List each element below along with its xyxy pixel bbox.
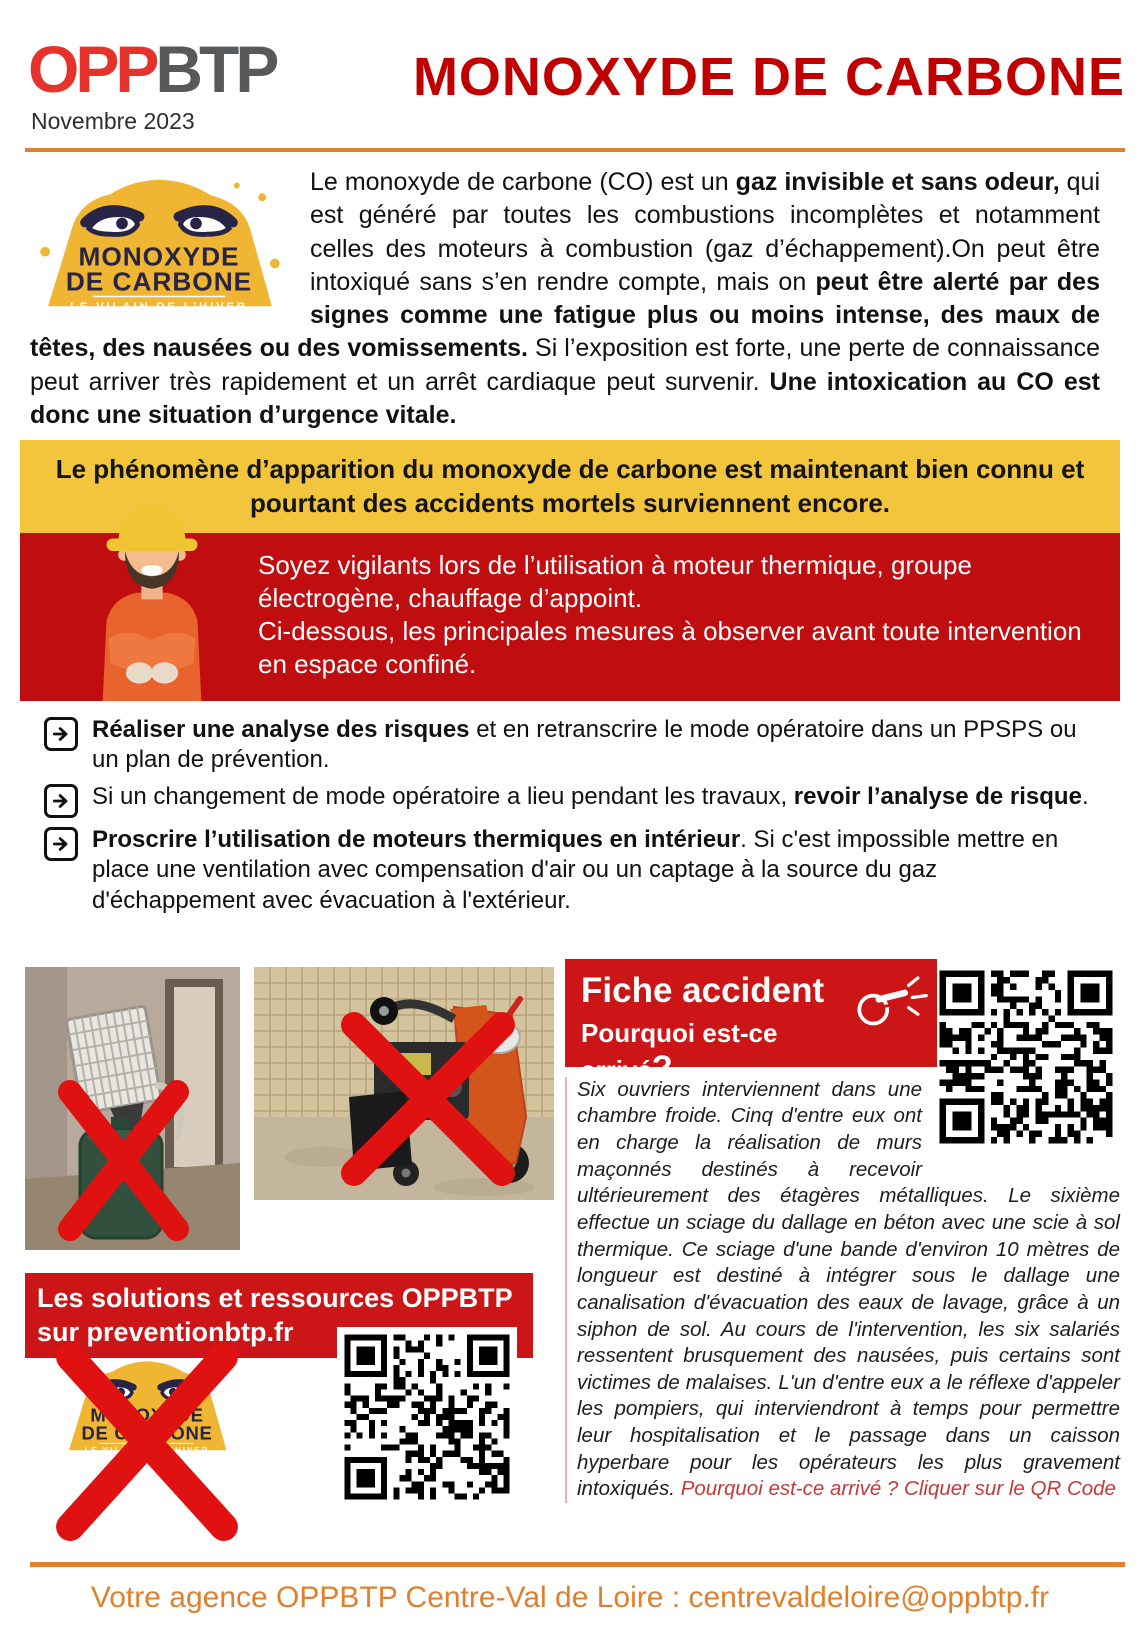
- arrow-right-icon: [44, 717, 78, 751]
- solutions-qr-code[interactable]: [337, 1327, 517, 1507]
- vigilance-line1: Soyez vigilants lors de l’utilisation à moteur thermique, groupe électrogène, chauffage d’appoint.: [258, 549, 972, 613]
- svg-text:DE CARBONE: DE CARBONE: [81, 1422, 213, 1444]
- red-cross-icon: [46, 1341, 248, 1543]
- intro-section: [0, 152, 1140, 432]
- measure-item: [44, 782, 1106, 818]
- accident-title: Fiche accident: [581, 970, 825, 1010]
- accident-card-header: [565, 959, 937, 1087]
- intro-paragraph: Le monoxyde de carbone (CO) est un gaz invisible et sans odeur, qui est généré par toutes les combustions incomplètes et notamment celles des moteurs à combustion (gaz d’échappement).On peut être intoxiqué sans s’en rendre compte, mais on peut être alerté par des signes comme une fatigue plus ou moins intense, des maux de têtes, des nausées ou des vomissements. Si l’exposition est forte, une perte de connaissance peut arriver très rapidement et un arrêt cardiaque peut survenir. Une intoxication au CO est donc une situation d’urgence vitale.: [30, 168, 1101, 429]
- footer: [0, 1562, 1140, 1646]
- measure-text: Proscrire l’utilisation de moteurs thermiques en intérieur. Si c'est impossible mettre en place une ventilation avec compensation d'air ou un captage à la source du gaz d'échappement avec évacuation à l'extérieur.: [92, 826, 1059, 914]
- accident-column: [557, 923, 1120, 1524]
- monoxyde-mascot-badge: [30, 168, 288, 314]
- vigilance-line2: Ci-dessous, les principales mesures à observer avant toute intervention en espace confiné.: [258, 616, 1082, 680]
- click-hand-icon: [851, 973, 929, 1035]
- worker-icon: [68, 493, 236, 701]
- media-section: [0, 923, 1140, 1524]
- footer-contact: Votre agence OPPBTP Centre-Val de Loire : centrevaldeloire@oppbtp.fr: [90, 1581, 1050, 1614]
- footer-divider: [30, 1562, 1125, 1567]
- left-column: [25, 923, 557, 1515]
- crossed-mascot-badge: [58, 1353, 236, 1503]
- mascot-name-line2: DE CARBONE: [65, 266, 253, 297]
- mascot-name-line1: MONOXYDE: [78, 241, 240, 272]
- forbidden-equipment-photos: [25, 967, 554, 1250]
- page-title: MONOXYDE DE CARBONE: [412, 47, 1125, 107]
- measure-item: [44, 825, 1106, 916]
- measures-list: [0, 701, 1140, 916]
- arrow-right-icon: [44, 784, 78, 818]
- accident-qr-code[interactable]: [932, 959, 1120, 1155]
- equipment-photo-gas-heater: [25, 967, 240, 1250]
- oppbtp-logo: [28, 32, 276, 106]
- header: [25, 0, 1125, 152]
- worker-illustration: [68, 493, 236, 701]
- measure-text: Si un changement de mode opératoire a lieu pendant les travaux, revoir l’analyse de risque.: [92, 783, 1089, 811]
- accident-subtitle: Pourquoi est-ce arrivé?: [581, 1017, 778, 1087]
- svg-text:LE VILAIN DE L’HIVER: LE VILAIN DE L’HIVER: [84, 1445, 210, 1455]
- mascot-badge-icon: [30, 168, 288, 314]
- key-message-banner: Le phénomène d’apparition du monoxyde de carbone est maintenant bien connu et pourtant des accidents mortels surviennent encore.: [20, 440, 1120, 533]
- svg-text:MONOXYDE: MONOXYDE: [90, 1404, 204, 1426]
- logo-opp: OPP: [28, 32, 156, 106]
- accident-story: Six ouvriers interviennent dans une chambre froide. Cinq d'entre eux ont en charge la réalisation de murs maçonnés destinés à recevoir ultérieurement des étagères métalliques. Le sixième effectue un sciage du dallage en béton avec une scie à sol thermique. Ce sciage d'une bande d'environ 10 mètres de longueur est destiné à intégrer sous le dallage une canalisation d'évacuation des eaux de lavage, grâce à un siphon de sol. Au cours de l'intervention, les six salariés ressentent brusquement des nausées, puis certains sont victimes de malaises. L'un d'entre eux a le réflexe d'appeler les pompiers, qui interviendront à temps pour permettre leur hospitalisation et le passage dans un caisson hyperbare pour les opérateurs les plus gravement intoxiqués. Pourquoi est-ce arrivé ? Cliquer sur le QR Code: [565, 1077, 1120, 1503]
- vigilance-band: [20, 533, 1120, 701]
- publication-date: Novembre 2023: [31, 108, 195, 134]
- logo-btp: BTP: [155, 32, 276, 106]
- measure-text: Réaliser une analyse des risques et en retranscrire le mode opératoire dans un PPSPS ou un plan de prévention.: [92, 715, 1077, 773]
- solutions-line1: Les solutions et ressources OPPBTP: [37, 1282, 513, 1313]
- mascot-tagline: LE VILAIN DE L’HIVER: [70, 301, 248, 314]
- equipment-photo-floor-saw: [254, 967, 554, 1200]
- solutions-line2: sur preventionbtp.fr: [37, 1316, 294, 1347]
- arrow-right-icon: [44, 827, 78, 861]
- question-mark: ?: [651, 1048, 673, 1087]
- measure-item: [44, 715, 1106, 775]
